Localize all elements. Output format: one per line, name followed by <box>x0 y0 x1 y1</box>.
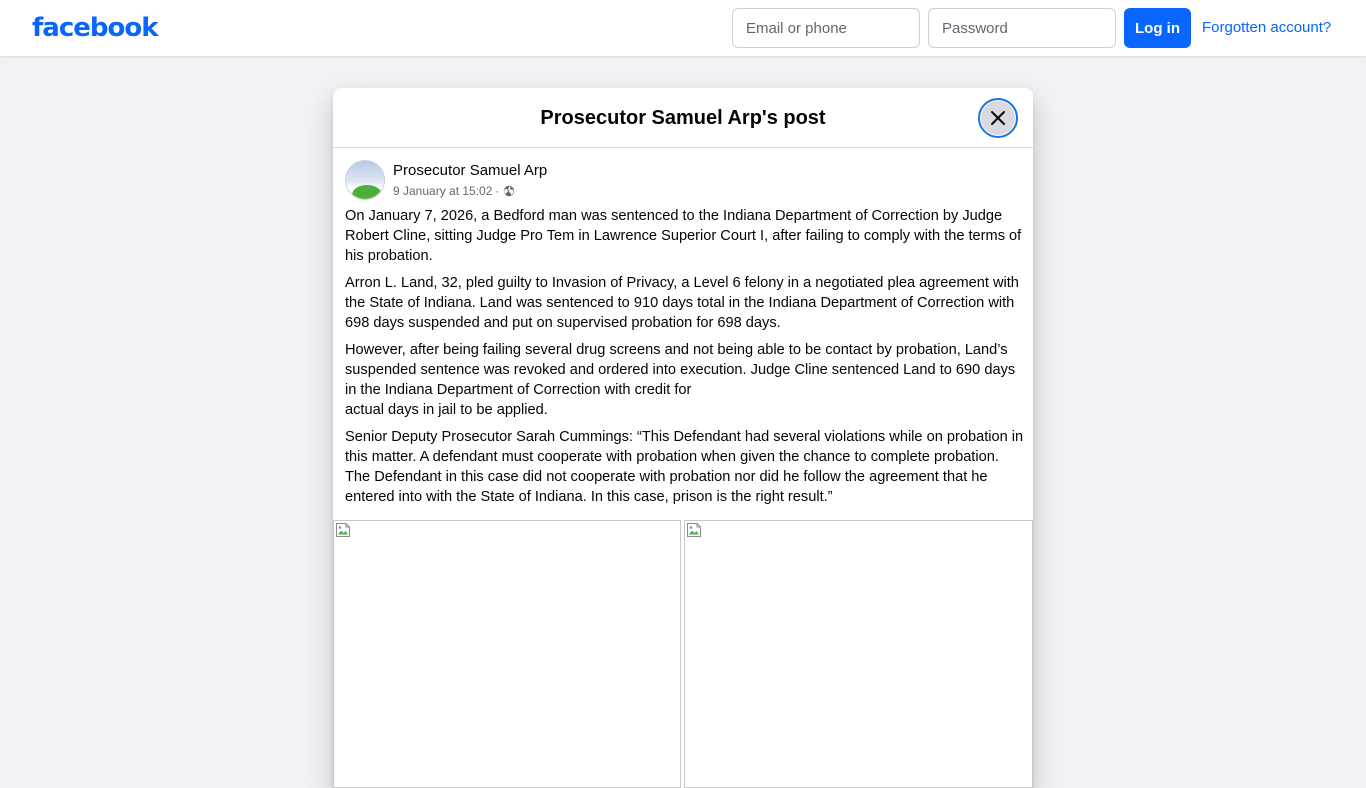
forgotten-account-link[interactable]: Forgotten account? <box>1202 19 1332 36</box>
post-body <box>345 206 1025 514</box>
broken-image-icon <box>686 522 702 538</box>
post-meta <box>393 183 515 199</box>
top-navigation-bar <box>0 0 1366 56</box>
broken-image-icon <box>335 522 351 538</box>
post-author-row <box>345 160 1021 202</box>
globe-icon[interactable] <box>503 185 515 197</box>
post-timestamp-link[interactable]: 9 January at 15:02 <box>393 184 493 198</box>
post-photo-grid <box>333 520 1033 788</box>
post-dialog <box>333 88 1033 788</box>
post-photo[interactable] <box>684 520 1033 788</box>
avatar[interactable] <box>345 160 385 200</box>
author-name-link[interactable]: Prosecutor Samuel Arp <box>393 162 548 179</box>
post-paragraph: However, after being failing several drug screens and not being able to be contact by probation, Land’s suspended sentence was revoked and ordered into execution. Judge Cline sentenced Land to 690 days in the Indiana Department of Correction with credit for actual days in jail to be applied. <box>345 342 1016 418</box>
dialog-header <box>333 88 1033 148</box>
log-in-button[interactable]: Log in <box>1124 8 1191 48</box>
meta-separator: · <box>495 184 500 198</box>
dialog-title: Prosecutor Samuel Arp's post <box>540 107 826 129</box>
facebook-logo[interactable]: facebook <box>32 13 158 43</box>
close-button[interactable] <box>978 98 1018 138</box>
password-input[interactable] <box>928 8 1116 48</box>
post-paragraph: On January 7, 2026, a Bedford man was sentenced to the Indiana Department of Correction by Judge Robert Cline, sitting Judge Pro Tem in Lawrence Superior Court I, after failing to comply with the terms of his probation. <box>345 208 1022 264</box>
close-icon <box>989 109 1007 127</box>
post-photo[interactable] <box>333 520 681 788</box>
post-paragraph: Senior Deputy Prosecutor Sarah Cummings: “This Defendant had several violations while on probation in this matter. A defendant must cooperate with probation when given the chance to complete probation. The Defendant in this case did not cooperate with probation nor did he follow the agreement that he entered into with the State of Indiana. In this case, prison is the right result.” <box>345 429 1024 505</box>
post-paragraph: Arron L. Land, 32, pled guilty to Invasion of Privacy, a Level 6 felony in a negotiated plea agreement with the State of Indiana. Land was sentenced to 910 days total in the Indiana Department of Correction with 698 days suspended and put on supervised probation for 698 days. <box>345 275 1019 331</box>
email-or-phone-input[interactable] <box>732 8 920 48</box>
